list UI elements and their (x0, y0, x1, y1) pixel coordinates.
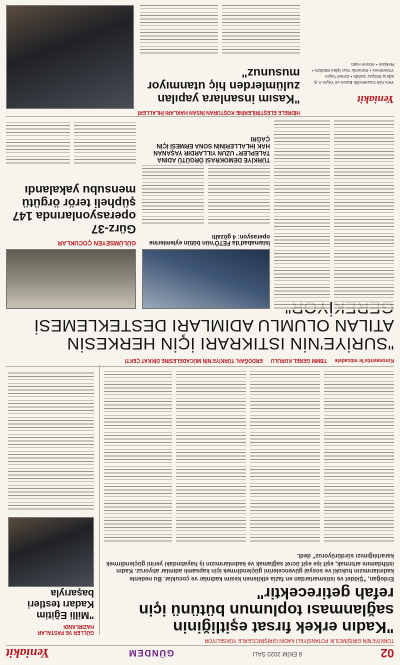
story3-kicker: GÜLÜMSEYEN ÇOCUKLAR (57, 239, 136, 245)
story2-subhead: İslamabad'da FETÖ'nün bütün eylemlerine operasyon: 4 gözaltı (149, 233, 270, 245)
story2-body-col (274, 120, 330, 310)
story4-headline: "Kasım insanlara yapılan zulümlerden hiç utanmıyor musunuz" (147, 66, 300, 106)
story3-headline: Gürz-37 operasyonlarında 147 şüpheli terör örgütü mensubu yakalandı (12, 183, 136, 236)
story1-headline: "Kadın erkek fırsat eşitliğinin sağlanması toplumun bütünü için refah getirecektir" (138, 584, 394, 635)
band-mid: TBMM GENEL KURULU (270, 357, 327, 363)
story1-body-col (104, 371, 172, 543)
story1-kicker: TÜRKİYE'NİN GİRİŞİMCİLİK POTANSİYELİ KADIN GİRİŞİMCİLERLE YÜKSELİYOR (204, 637, 394, 643)
story1-body-col (250, 371, 320, 543)
story3-body-col (74, 120, 136, 165)
story2-body-col (334, 120, 394, 310)
masthead (6, 645, 394, 661)
story2-headline: "SURİYE'NİN ISTIKRARI İÇİN HERKESİN ATILAN OLUMLU ADIMLARI DESTEKLEMESİ (34, 316, 394, 353)
story4-photo (6, 5, 134, 109)
story4-kicker: HİDRELE ELEŞTİRİLERİNE KOŞTURAN İNSAN HAKLARI İHLALLERİ (137, 109, 300, 115)
story2-band (6, 355, 394, 365)
story2-body-col (208, 165, 270, 225)
story1-body-col (324, 371, 394, 543)
footer-logo: Yeniakit (357, 93, 394, 105)
divider (6, 366, 394, 367)
masthead-logo: Yeniakit (6, 646, 50, 662)
issue-date: 6 EKİM 2020 SALI (252, 650, 302, 657)
band-left: Koronavirüs'le mücadele (334, 357, 394, 363)
story4-sub: TÜRKİYE DEMOKRASİ ÖRGÜTÜ ADINA TALEPLER" UZUN YILLARDIR YAŞANAN HAK İHLALLERİNİN SONA ERMESİ İÇİN ÇAĞRI (153, 135, 270, 162)
story3-body-col (6, 120, 70, 165)
sidebar-kicker: GÜLLER VE PASTALAR HAZIRLANDI (37, 623, 94, 635)
band-right: ERDOĞAN, TÜRKİYE'NİN MÜCADELESİNE DİKKAT ÇEKTİ (124, 357, 263, 363)
divider (6, 116, 394, 117)
story2-photo (142, 249, 270, 309)
story1-deck: Erdoğan, "Şiddet ve istismarlardan en fazla etkilenen kesim kadınlar ve çocuklar. Bu nedenle kadınlarımızın hukukî ve sosyal güvencelerini güçlendirmek için kapsamlı adımlar atıyoruz. Kadın istihdamını artırmak, eşit işe eşit ücret sağlamak ve kadınlarımızın iş hayatındaki yerini güçlendirmek kararlılığımızı sürdürüyoruz" dedi. (106, 552, 394, 581)
story2-subhead-wrap (142, 233, 270, 245)
sidebar-headline: "Milli Eğitim Kadarı testleri başarıyla (27, 587, 94, 620)
sidebar-story (6, 365, 100, 635)
story2-body-col (142, 165, 204, 225)
footer-info: Yeni Akit Gazetecilik Basın ve Yayın A.Ş. adına İmtiyaz Sahibi • Genel Yayın Yönetmeni • Sorumlu Yazı İşleri Müdürü • Reklam • Abone Hattı (311, 62, 394, 85)
story4-body-col (140, 5, 218, 55)
story4-body-col (222, 5, 300, 55)
story3-photo (6, 249, 136, 309)
sidebar-body (8, 371, 94, 511)
section-title: GÜNDEM (127, 648, 174, 659)
page-number: 02 (380, 646, 394, 661)
sidebar-photo (8, 517, 94, 587)
story1-body-col (176, 371, 246, 543)
